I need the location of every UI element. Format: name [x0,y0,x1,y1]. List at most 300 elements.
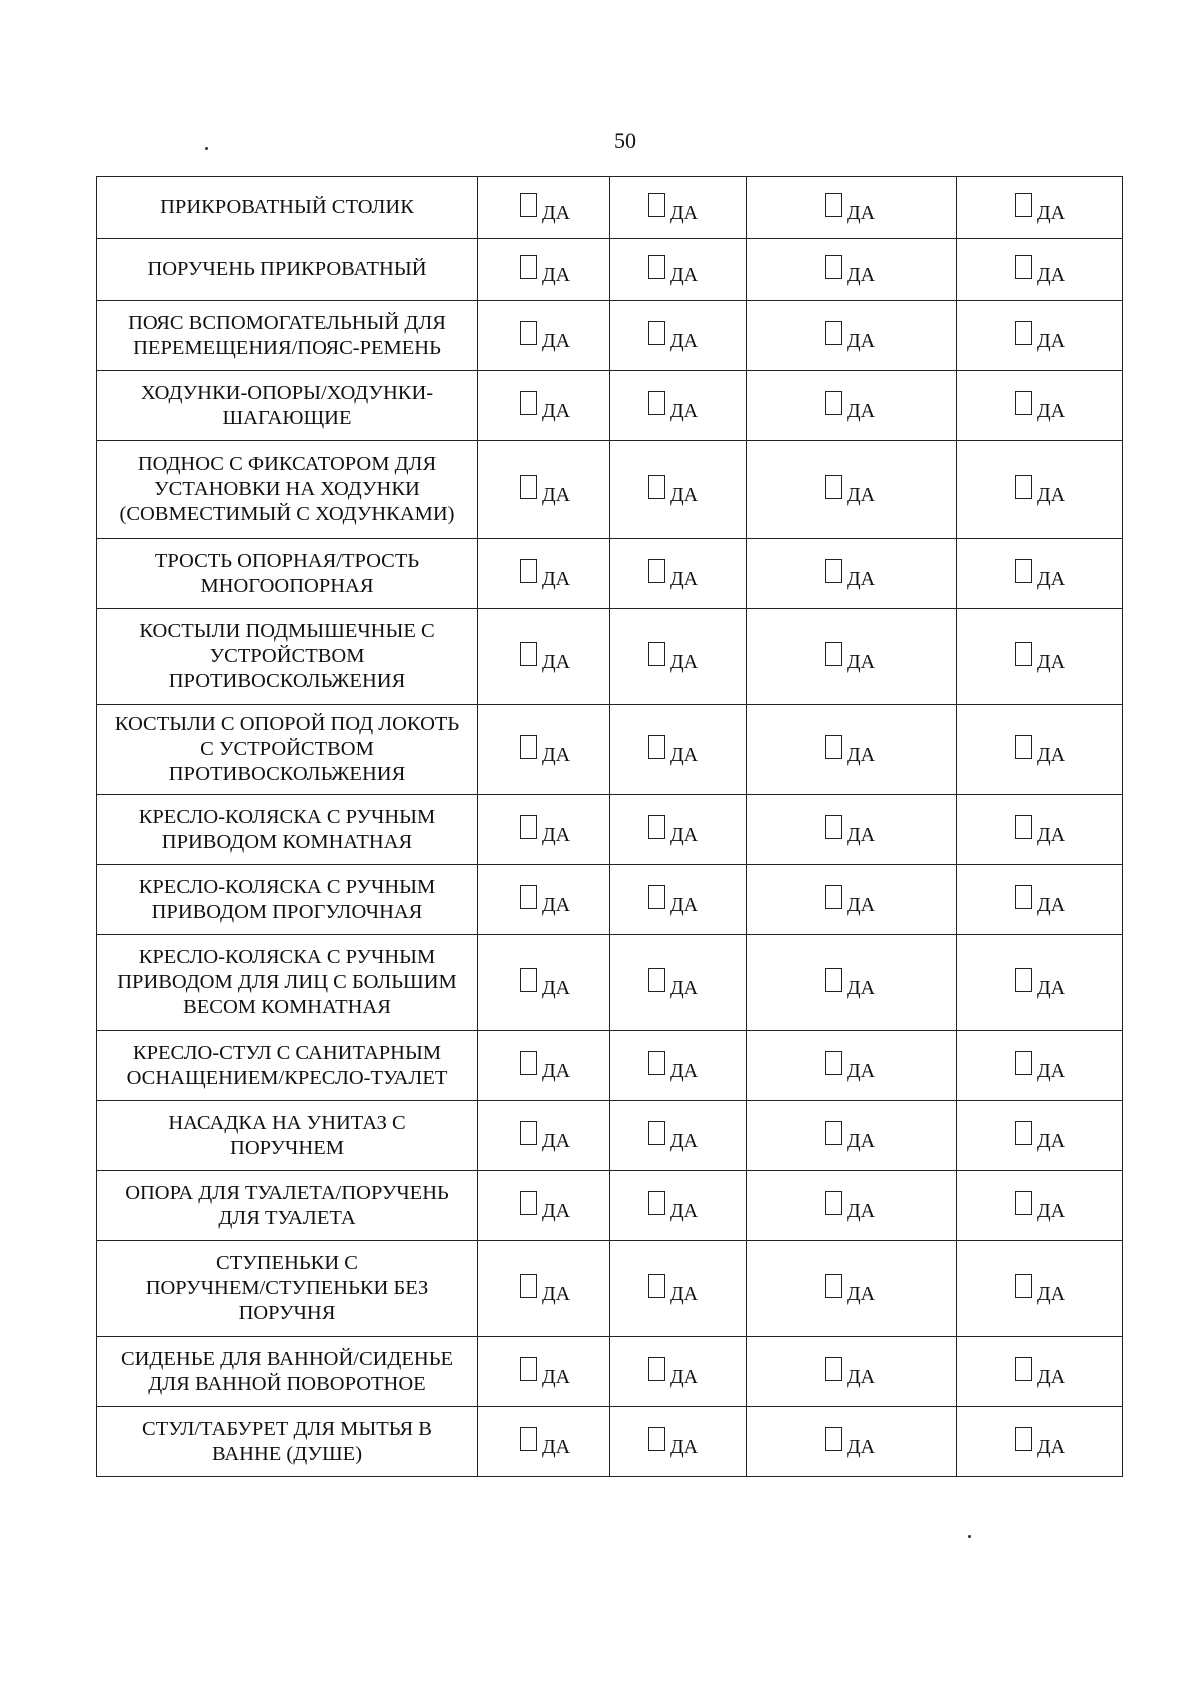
option-cell-2 [610,705,747,795]
yes-checkbox[interactable] [825,1191,842,1215]
item-name-cell [97,1241,478,1337]
yes-checkbox[interactable] [825,968,842,992]
yes-checkbox[interactable] [648,815,665,839]
yes-option[interactable] [825,968,876,999]
option-cell-2 [610,1337,747,1407]
yes-checkbox[interactable] [648,1191,665,1215]
yes-option[interactable] [1015,193,1066,224]
yes-checkbox[interactable] [1015,1427,1032,1451]
yes-label: ДА [542,1130,571,1152]
option-cell-4 [957,1031,1123,1101]
yes-option[interactable] [520,1274,571,1305]
option-cell-3 [747,441,957,539]
item-name-cell [97,301,478,371]
yes-checkbox[interactable] [648,1121,665,1145]
option-cell-1 [478,177,610,239]
option-cell-3 [747,935,957,1031]
option-cell-4 [957,609,1123,705]
table-row [97,705,1123,795]
table-row [97,1171,1123,1241]
yes-checkbox[interactable] [520,1427,537,1451]
table-body [97,177,1123,1477]
option-cell-1 [478,609,610,705]
yes-label: ДА [1037,894,1066,916]
yes-option[interactable] [825,559,876,590]
item-name-line: НАСАДКА НА УНИТАЗ С [168,1111,406,1134]
yes-option[interactable] [648,321,699,352]
option-cell-4 [957,1241,1123,1337]
option-cell-1 [478,441,610,539]
scan-speck [968,1535,971,1538]
yes-checkbox[interactable] [648,475,665,499]
yes-label: ДА [847,568,876,590]
yes-option[interactable] [520,1357,571,1388]
yes-label: ДА [670,1060,699,1082]
option-cell-4 [957,177,1123,239]
yes-option[interactable] [648,255,699,286]
yes-label: ДА [670,568,699,590]
yes-checkbox[interactable] [648,642,665,666]
yes-checkbox[interactable] [1015,885,1032,909]
yes-checkbox[interactable] [1015,321,1032,345]
yes-checkbox[interactable] [520,735,537,759]
yes-checkbox[interactable] [825,559,842,583]
yes-checkbox[interactable] [825,391,842,415]
option-cell-3 [747,609,957,705]
yes-checkbox[interactable] [825,1357,842,1381]
option-cell-4 [957,371,1123,441]
page-number: 50 [614,128,636,153]
yes-option[interactable] [648,1427,699,1458]
yes-label: ДА [847,1060,876,1082]
item-name-line: ОСНАЩЕНИЕМ/КРЕСЛО-ТУАЛЕТ [126,1066,448,1089]
yes-label: ДА [670,1200,699,1222]
item-name-cell [97,441,478,539]
option-cell-4 [957,865,1123,935]
yes-label: ДА [847,1283,876,1305]
yes-label: ДА [847,202,876,224]
yes-checkbox[interactable] [520,1051,537,1075]
yes-checkbox[interactable] [1015,475,1032,499]
option-cell-4 [957,1171,1123,1241]
yes-checkbox[interactable] [648,321,665,345]
yes-checkbox[interactable] [1015,1191,1032,1215]
option-cell-2 [610,935,747,1031]
yes-checkbox[interactable] [520,885,537,909]
yes-checkbox[interactable] [1015,1051,1032,1075]
yes-label: ДА [670,1283,699,1305]
option-cell-2 [610,301,747,371]
yes-label: ДА [1037,264,1066,286]
option-cell-2 [610,1241,747,1337]
yes-label: ДА [847,1200,876,1222]
yes-option[interactable] [1015,559,1066,590]
yes-checkbox[interactable] [825,193,842,217]
yes-checkbox[interactable] [648,391,665,415]
yes-checkbox[interactable] [648,735,665,759]
yes-option[interactable] [825,735,876,766]
item-name-line: СИДЕНЬЕ ДЛЯ ВАННОЙ/СИДЕНЬЕ [120,1347,454,1370]
yes-option[interactable] [648,735,699,766]
yes-checkbox[interactable] [825,1121,842,1145]
option-cell-2 [610,177,747,239]
yes-option[interactable] [825,391,876,422]
option-cell-1 [478,935,610,1031]
option-cell-1 [478,1337,610,1407]
yes-label: ДА [542,1436,571,1458]
yes-label: ДА [847,824,876,846]
option-cell-2 [610,609,747,705]
yes-label: ДА [670,824,699,846]
yes-label: ДА [1037,1436,1066,1458]
yes-option[interactable] [520,1191,571,1222]
yes-option[interactable] [1015,1191,1066,1222]
yes-checkbox[interactable] [1015,1274,1032,1298]
yes-label: ДА [542,484,571,506]
item-name-line: ПРИВОДОМ КОМНАТНАЯ [161,830,413,853]
option-cell-2 [610,1407,747,1477]
item-name-cell [97,239,478,301]
yes-checkbox[interactable] [825,1051,842,1075]
yes-checkbox[interactable] [825,475,842,499]
yes-checkbox[interactable] [825,815,842,839]
yes-option[interactable] [648,968,699,999]
table-row [97,301,1123,371]
yes-checkbox[interactable] [825,885,842,909]
option-cell-1 [478,239,610,301]
yes-checkbox[interactable] [520,968,537,992]
item-name-line: КРЕСЛО-КОЛЯСКА С РУЧНЫМ [138,805,436,828]
yes-checkbox[interactable] [648,1357,665,1381]
table-row [97,865,1123,935]
item-name-line: (СОВМЕСТИМЫЙ С ХОДУНКАМИ) [119,503,455,525]
yes-option[interactable] [825,193,876,224]
yes-option[interactable] [825,1121,876,1152]
yes-option[interactable] [825,1191,876,1222]
yes-option[interactable] [1015,885,1066,916]
item-name-line: ПРОТИВОСКОЛЬЖЕНИЯ [168,670,406,692]
yes-label: ДА [670,330,699,352]
yes-label: ДА [1037,484,1066,506]
option-cell-3 [747,371,957,441]
yes-label: ДА [542,1366,571,1388]
option-cell-3 [747,1241,957,1337]
item-name-line: КОСТЫЛИ С ОПОРОЙ ПОД ЛОКОТЬ [114,713,460,735]
yes-option[interactable] [825,885,876,916]
yes-checkbox[interactable] [648,968,665,992]
table-row [97,441,1123,539]
yes-label: ДА [847,977,876,999]
yes-option[interactable] [648,1274,699,1305]
option-cell-1 [478,705,610,795]
option-cell-1 [478,1241,610,1337]
yes-checkbox[interactable] [520,815,537,839]
yes-option[interactable] [648,1051,699,1082]
item-name-line: КРЕСЛО-КОЛЯСКА С РУЧНЫМ [138,946,436,968]
yes-label: ДА [1037,651,1066,673]
yes-option[interactable] [825,1357,876,1388]
yes-checkbox[interactable] [648,1274,665,1298]
yes-label: ДА [847,264,876,286]
yes-option[interactable] [520,735,571,766]
item-name-line: ОПОРА ДЛЯ ТУАЛЕТА/ПОРУЧЕНЬ [125,1181,449,1204]
yes-label: ДА [670,651,699,673]
yes-option[interactable] [825,321,876,352]
yes-checkbox[interactable] [825,642,842,666]
yes-option[interactable] [520,391,571,422]
yes-label: ДА [670,1436,699,1458]
yes-label: ДА [847,1130,876,1152]
yes-label: ДА [542,1283,571,1305]
option-cell-2 [610,1101,747,1171]
option-cell-3 [747,1337,957,1407]
item-name-line: УСТАНОВКИ НА ХОДУНКИ [154,478,420,500]
yes-label: ДА [542,977,571,999]
yes-label: ДА [847,744,876,766]
yes-option[interactable] [1015,475,1066,506]
yes-checkbox[interactable] [520,255,537,279]
item-name-line: ПРИКРОВАТНЫЙ СТОЛИК [160,196,414,218]
yes-checkbox[interactable] [648,885,665,909]
yes-label: ДА [670,484,699,506]
yes-option[interactable] [825,255,876,286]
yes-option[interactable] [520,475,571,506]
item-name-line: СТУЛ/ТАБУРЕТ ДЛЯ МЫТЬЯ В [142,1417,432,1440]
item-name-line: КРЕСЛО-КОЛЯСКА С РУЧНЫМ [138,875,436,898]
yes-option[interactable] [1015,1357,1066,1388]
item-name-line: ПОЯС ВСПОМОГАТЕЛЬНЫЙ ДЛЯ [128,311,446,334]
yes-label: ДА [1037,1283,1066,1305]
option-cell-4 [957,1101,1123,1171]
yes-option[interactable] [825,815,876,846]
yes-option[interactable] [825,1427,876,1458]
yes-label: ДА [542,400,571,422]
yes-checkbox[interactable] [825,735,842,759]
yes-label: ДА [542,202,571,224]
yes-option[interactable] [520,255,571,286]
yes-label: ДА [847,484,876,506]
yes-option[interactable] [520,321,571,352]
item-name-cell [97,1407,478,1477]
yes-checkbox[interactable] [648,1427,665,1451]
yes-option[interactable] [520,1427,571,1458]
item-name-line: ПОРУЧНЕМ/СТУПЕНЬКИ БЕЗ [145,1277,429,1299]
yes-label: ДА [1037,1366,1066,1388]
yes-label: ДА [542,824,571,846]
yes-checkbox[interactable] [825,1427,842,1451]
yes-label: ДА [542,264,571,286]
yes-checkbox[interactable] [520,193,537,217]
yes-option[interactable] [1015,391,1066,422]
yes-checkbox[interactable] [648,193,665,217]
item-name-line: ПРИВОДОМ ДЛЯ ЛИЦ С БОЛЬШИМ [117,971,457,993]
yes-checkbox[interactable] [648,255,665,279]
table-row [97,1101,1123,1171]
table-row [97,539,1123,609]
item-name-line: ПРОТИВОСКОЛЬЖЕНИЯ [168,763,406,785]
item-name-cell [97,705,478,795]
yes-checkbox[interactable] [520,1121,537,1145]
yes-option[interactable] [648,815,699,846]
table-row [97,795,1123,865]
yes-checkbox[interactable] [1015,193,1032,217]
option-cell-3 [747,239,957,301]
yes-checkbox[interactable] [1015,1357,1032,1381]
item-name-line: СТУПЕНЬКИ С [216,1252,358,1274]
yes-label: ДА [542,651,571,673]
yes-checkbox[interactable] [520,1357,537,1381]
yes-checkbox[interactable] [520,1274,537,1298]
yes-option[interactable] [1015,1121,1066,1152]
option-cell-2 [610,441,747,539]
yes-option[interactable] [825,642,876,673]
yes-option[interactable] [520,193,571,224]
yes-option[interactable] [1015,735,1066,766]
yes-checkbox[interactable] [1015,559,1032,583]
option-cell-3 [747,301,957,371]
yes-checkbox[interactable] [1015,735,1032,759]
yes-option[interactable] [648,1121,699,1152]
yes-label: ДА [542,1060,571,1082]
item-name-cell [97,371,478,441]
yes-option[interactable] [520,559,571,590]
yes-option[interactable] [1015,321,1066,352]
yes-label: ДА [1037,824,1066,846]
yes-label: ДА [1037,1200,1066,1222]
yes-label: ДА [670,1130,699,1152]
yes-label: ДА [670,264,699,286]
yes-checkbox[interactable] [520,391,537,415]
yes-label: ДА [542,1200,571,1222]
option-cell-1 [478,865,610,935]
yes-checkbox[interactable] [1015,968,1032,992]
yes-checkbox[interactable] [648,1051,665,1075]
option-cell-2 [610,239,747,301]
yes-option[interactable] [520,642,571,673]
item-name-line: ПЕРЕМЕЩЕНИЯ/ПОЯС-РЕМЕНЬ [133,336,441,359]
yes-label: ДА [1037,977,1066,999]
item-name-line: ТРОСТЬ ОПОРНАЯ/ТРОСТЬ [154,549,420,572]
option-cell-1 [478,1101,610,1171]
option-cell-2 [610,539,747,609]
option-cell-4 [957,539,1123,609]
table-row [97,1337,1123,1407]
yes-label: ДА [1037,400,1066,422]
yes-option[interactable] [648,885,699,916]
option-cell-4 [957,1407,1123,1477]
yes-checkbox[interactable] [648,559,665,583]
option-cell-4 [957,705,1123,795]
yes-option[interactable] [1015,1051,1066,1082]
table-row [97,1241,1123,1337]
yes-checkbox[interactable] [1015,815,1032,839]
yes-checkbox[interactable] [520,642,537,666]
yes-option[interactable] [648,559,699,590]
yes-option[interactable] [520,815,571,846]
option-cell-1 [478,301,610,371]
yes-label: ДА [847,1436,876,1458]
yes-option[interactable] [1015,815,1066,846]
yes-option[interactable] [1015,1427,1066,1458]
option-cell-4 [957,441,1123,539]
option-cell-2 [610,795,747,865]
yes-checkbox[interactable] [825,1274,842,1298]
yes-option[interactable] [648,1191,699,1222]
yes-label: ДА [670,744,699,766]
table-row [97,371,1123,441]
yes-option[interactable] [825,1274,876,1305]
yes-option[interactable] [1015,968,1066,999]
item-name-line: ПОДНОС С ФИКСАТОРОМ ДЛЯ [137,453,437,475]
yes-label: ДА [542,894,571,916]
yes-option[interactable] [520,968,571,999]
yes-checkbox[interactable] [520,321,537,345]
yes-option[interactable] [1015,642,1066,673]
yes-checkbox[interactable] [1015,642,1032,666]
yes-checkbox[interactable] [825,321,842,345]
yes-checkbox[interactable] [825,255,842,279]
option-cell-3 [747,795,957,865]
option-cell-3 [747,177,957,239]
option-cell-4 [957,795,1123,865]
yes-label: ДА [1037,744,1066,766]
item-name-cell [97,935,478,1031]
yes-label: ДА [847,330,876,352]
option-cell-1 [478,371,610,441]
option-cell-2 [610,865,747,935]
option-cell-3 [747,1101,957,1171]
item-name-line: С УСТРОЙСТВОМ [200,738,374,760]
option-cell-3 [747,1407,957,1477]
option-cell-1 [478,1031,610,1101]
option-cell-4 [957,239,1123,301]
yes-option[interactable] [648,642,699,673]
item-name-line: МНОГООПОРНАЯ [200,574,374,597]
yes-checkbox[interactable] [520,1191,537,1215]
yes-option[interactable] [520,1121,571,1152]
yes-label: ДА [847,651,876,673]
table-row [97,239,1123,301]
yes-label: ДА [1037,330,1066,352]
yes-option[interactable] [648,193,699,224]
yes-label: ДА [1037,568,1066,590]
item-name-line: УСТРОЙСТВОМ [209,645,365,667]
yes-option[interactable] [520,1051,571,1082]
item-name-line: КОСТЫЛИ ПОДМЫШЕЧНЫЕ С [139,620,435,642]
yes-option[interactable] [825,475,876,506]
yes-checkbox[interactable] [1015,255,1032,279]
yes-option[interactable] [648,475,699,506]
yes-checkbox[interactable] [520,475,537,499]
yes-option[interactable] [648,1357,699,1388]
yes-checkbox[interactable] [1015,1121,1032,1145]
yes-checkbox[interactable] [1015,391,1032,415]
yes-label: ДА [847,894,876,916]
item-name-cell [97,1171,478,1241]
yes-option[interactable] [1015,255,1066,286]
option-cell-3 [747,539,957,609]
yes-checkbox[interactable] [520,559,537,583]
item-name-line: ВАННЕ (ДУШЕ) [211,1442,363,1465]
yes-option[interactable] [648,391,699,422]
item-name-line: ХОДУНКИ-ОПОРЫ/ХОДУНКИ- [140,381,434,404]
item-name-cell [97,609,478,705]
assistive-devices-table [96,176,1123,1477]
yes-option[interactable] [1015,1274,1066,1305]
yes-option[interactable] [825,1051,876,1082]
item-name-cell [97,865,478,935]
yes-option[interactable] [520,885,571,916]
